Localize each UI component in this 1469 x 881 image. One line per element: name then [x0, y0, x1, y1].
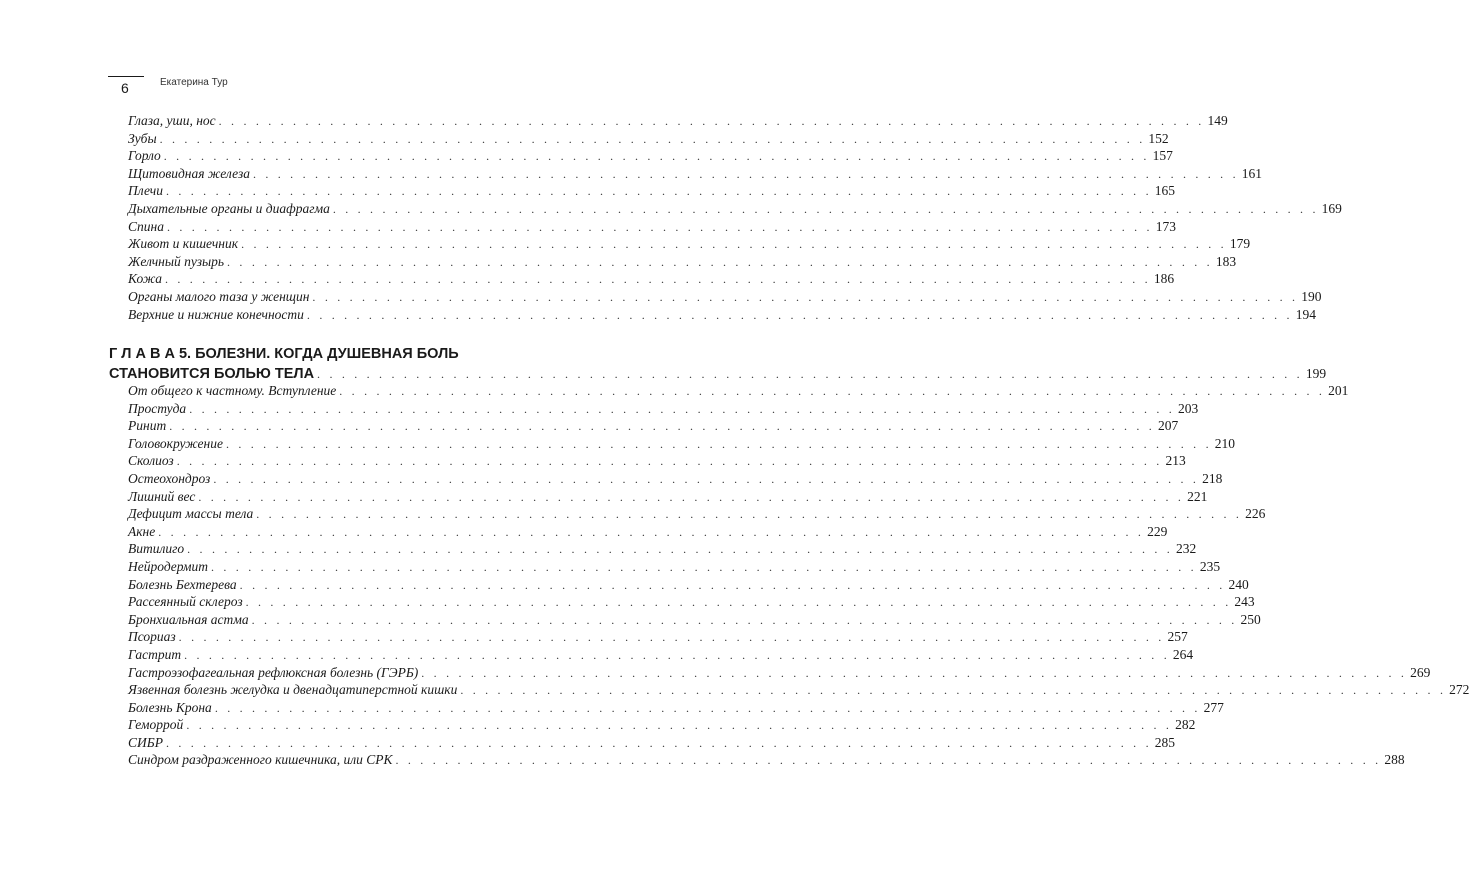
toc-entry-title: Остеохондроз	[128, 470, 211, 486]
toc-entry-page: 250	[1240, 611, 1261, 627]
leader-dots: . . . . . . . . . . . . . . . . . . . . . . . . . . . . . . . . . . . . . . . . . . . . . . . . . . . . . . . . . . . . . . . . . . . . . . . . . . . . . . . .	[189, 401, 1175, 416]
toc-entry[interactable]	[128, 418, 1179, 436]
toc-entry-title: Гастрит	[128, 646, 182, 662]
toc-entry-title: Гастроэзофагеальная рефлюксная болезнь (ГЭРБ)	[128, 664, 419, 680]
leader-dots: . . . . . . . . . . . . . . . . . . . . . . . . . . . . . . . . . . . . . . . . . . . . . . . . . . . . . . . . . . . . . . . . . . . . . . . . . . . . . . . .	[241, 237, 1227, 252]
toc-entry-page: 285	[1154, 734, 1176, 750]
leader-dots: . . . . . . . . . . . . . . . . . . . . . . . . . . . . . . . . . . . . . . . . . . . . . . . . . . . . . . . . . . . . . . . . . . . . . . . . . . . . . . . .	[339, 384, 1326, 398]
leader-dots: . . . . . . . . . . . . . . . . . . . . . . . . . . . . . . . . . . . . . . . . . . . . . . . . . . . . . . . . . . . . . . . . . . . . . . . . . . . . . . . .	[225, 436, 1212, 451]
leader-dots: . . . . . . . . . . . . . . . . . . . . . . . . . . . . . . . . . . . . . . . . . . . . . . . . . . . . . . . . . . . . . . . . . . . . . . . . . . . . . . . .	[251, 612, 1238, 627]
leader-dots: . . . . . . . . . . . . . . . . . . . . . . . . . . . . . . . . . . . . . . . . . . . . . . . . . . . . . . . . . . . . . . . . . . . . . . . . . . . . . . . .	[312, 289, 1299, 304]
toc-entry-page: 277	[1203, 699, 1224, 715]
leader-dots: . . . . . . . . . . . . . . . . . . . . . . . . . . . . . . . . . . . . . . . . . . . . . . . . . . . . . . . . . . . . . . . . . . . . . . . . . . . . . . . .	[159, 131, 1146, 146]
toc-entry-title: Горло	[128, 148, 161, 164]
leader-dots: . . . . . . . . . . . . . . . . . . . . . . . . . . . . . . . . . . . . . . . . . . . . . . . . . . . . . . . . . . . . . . . . . . . . . . . . . . . . . . . .	[165, 735, 1152, 750]
toc-entry-page: 207	[1158, 418, 1179, 434]
toc-entry-page: 269	[1410, 664, 1431, 680]
toc-entry[interactable]	[128, 236, 1251, 254]
toc-entry-page: 235	[1199, 558, 1221, 574]
toc-entry-title: Желчный пузырь	[128, 253, 225, 269]
toc-entry-page: 190	[1301, 288, 1322, 304]
toc-entry[interactable]	[128, 218, 1177, 237]
leader-dots: . . . . . . . . . . . . . . . . . . . . . . . . . . . . . . . . . . . . . . . . . . . . . . . . . . . . . . . . . . . . . . . . . . . . . . . . . . . . . . . .	[421, 665, 1408, 680]
toc-entry-title: Рассеянный склероз	[128, 594, 243, 610]
leader-dots: . . . . . . . . . . . . . . . . . . . . . . . . . . . . . . . . . . . . . . . . . . . . . . . . . . . . . . . . . . . . . . . . . . . . . . . . . . . . . . . .	[317, 367, 1303, 381]
toc-entry[interactable]	[128, 682, 1469, 700]
toc-entry[interactable]	[128, 400, 1199, 419]
toc-entry-page: 157	[1152, 148, 1173, 164]
leader-dots: . . . . . . . . . . . . . . . . . . . . . . . . . . . . . . . . . . . . . . . . . . . . . . . . . . . . . . . . . . . . . . . . . . . . . . . . . . . . . . . .	[460, 683, 1447, 698]
toc-entry[interactable]	[128, 253, 1237, 272]
toc-entry-title: Лишний вес	[128, 488, 196, 504]
leader-dots: . . . . . . . . . . . . . . . . . . . . . . . . . . . . . . . . . . . . . . . . . . . . . . . . . . . . . . . . . . . . . . . . . . . . . . . . . . . . . . . .	[186, 718, 1173, 733]
toc-entry-page: 161	[1241, 165, 1263, 181]
toc-entry[interactable]	[128, 558, 1221, 577]
toc-entry-title: Дефицит массы тела	[128, 506, 254, 522]
toc-entry-title: Зубы	[128, 130, 157, 146]
leader-dots: . . . . . . . . . . . . . . . . . . . . . . . . . . . . . . . . . . . . . . . . . . . . . . . . . . . . . . . . . . . . . . . . . . . . . . . . . . . . . . . .	[211, 559, 1197, 574]
toc-entry-page: 221	[1187, 488, 1208, 504]
toc-entry-page: 232	[1175, 541, 1197, 557]
chapter-title-line2: СТАНОВИТСЯ БОЛЬЮ ТЕЛА	[109, 366, 315, 382]
toc-entry-page: 165	[1154, 183, 1176, 199]
toc-entry-title: Головокружение	[128, 435, 223, 451]
toc-entry[interactable]	[128, 200, 1342, 219]
toc-entry-page: 264	[1172, 646, 1194, 662]
leader-dots: . . . . . . . . . . . . . . . . . . . . . . . . . . . . . . . . . . . . . . . . . . . . . . . . . . . . . . . . . . . . . . . . . . . . . . . . . . . . . . . .	[169, 419, 1156, 434]
leader-dots: . . . . . . . . . . . . . . . . . . . . . . . . . . . . . . . . . . . . . . . . . . . . . . . . . . . . . . . . . . . . . . . . . . . . . . . . . . . . . . . .	[214, 700, 1201, 715]
toc-list-section-a	[128, 113, 1342, 324]
leader-dots: . . . . . . . . . . . . . . . . . . . . . . . . . . . . . . . . . . . . . . . . . . . . . . . . . . . . . . . . . . . . . . . . . . . . . . . . . . . . . . . .	[245, 595, 1232, 610]
toc-entry-title: Сколиоз	[128, 453, 174, 469]
leader-dots: . . . . . . . . . . . . . . . . . . . . . . . . . . . . . . . . . . . . . . . . . . . . . . . . . . . . . . . . . . . . . . . . . . . . . . . . . . . . . . . .	[306, 307, 1293, 322]
toc-entry-page: 213	[1165, 453, 1186, 469]
leader-dots: . . . . . . . . . . . . . . . . . . . . . . . . . . . . . . . . . . . . . . . . . . . . . . . . . . . . . . . . . . . . . . . . . . . . . . . . . . . . . . . .	[213, 471, 1200, 486]
toc-entry-title: Кожа	[128, 271, 162, 287]
header-rule	[108, 76, 144, 77]
leader-dots: . . . . . . . . . . . . . . . . . . . . . . . . . . . . . . . . . . . . . . . . . . . . . . . . . . . . . . . . . . . . . . . . . . . . . . . . . . . . . . . .	[198, 489, 1185, 504]
toc-entry[interactable]	[128, 523, 1168, 542]
toc-entry[interactable]	[128, 383, 1349, 401]
toc-entry-title: Спина	[128, 218, 164, 234]
toc-entry-title: Органы малого таза у женщин	[128, 288, 310, 304]
toc-entry[interactable]	[128, 594, 1255, 612]
toc-entry-page: 272	[1449, 682, 1469, 698]
toc-entry[interactable]	[128, 271, 1175, 289]
toc-entry[interactable]	[128, 453, 1186, 471]
toc-entry-page: 243	[1234, 594, 1255, 610]
toc-entry-page: 152	[1148, 130, 1169, 146]
toc-entry-title: Живот и кишечник	[128, 236, 239, 252]
chapter-page-number: 199	[1305, 366, 1327, 381]
toc-entry-page: 169	[1321, 200, 1342, 216]
toc-entry-page: 210	[1214, 435, 1236, 451]
toc-entry[interactable]	[128, 183, 1176, 201]
toc-entry-title: Щитовидная железа	[128, 165, 250, 181]
toc-entry-title: Геморрой	[128, 717, 184, 733]
toc-entry[interactable]	[128, 541, 1197, 559]
toc-entry-title: Глаза, уши, нос	[128, 113, 216, 128]
toc-entry[interactable]	[128, 306, 1316, 325]
leader-dots: . . . . . . . . . . . . . . . . . . . . . . . . . . . . . . . . . . . . . . . . . . . . . . . . . . . . . . . . . . . . . . . . . . . . . . . . . . . . . . . .	[187, 542, 1173, 557]
toc-entry[interactable]	[128, 752, 1405, 770]
toc-entry-title: Дыхательные органы и диафрагма	[128, 200, 330, 216]
chapter-heading[interactable]	[109, 345, 1327, 384]
toc-entry-page: 149	[1207, 113, 1228, 128]
leader-dots: . . . . . . . . . . . . . . . . . . . . . . . . . . . . . . . . . . . . . . . . . . . . . . . . . . . . . . . . . . . . . . . . . . . . . . . . . . . . . . . .	[166, 219, 1153, 234]
toc-entry[interactable]	[128, 470, 1223, 489]
leader-dots: . . . . . . . . . . . . . . . . . . . . . . . . . . . . . . . . . . . . . . . . . . . . . . . . . . . . . . . . . . . . . . . . . . . . . . . . . . . . . . . .	[163, 149, 1150, 164]
leader-dots: . . . . . . . . . . . . . . . . . . . . . . . . . . . . . . . . . . . . . . . . . . . . . . . . . . . . . . . . . . . . . . . . . . . . . . . . . . . . . . . .	[178, 630, 1165, 645]
toc-entry-title: От общего к частному. Вступление	[128, 383, 337, 398]
toc-entry-title: Псориаз	[128, 629, 176, 645]
toc-entry-page: 218	[1202, 470, 1223, 486]
leader-dots: . . . . . . . . . . . . . . . . . . . . . . . . . . . . . . . . . . . . . . . . . . . . . . . . . . . . . . . . . . . . . . . . . . . . . . . . . . . . . . . .	[176, 454, 1163, 469]
toc-entry-page: 179	[1229, 236, 1251, 252]
toc-entry-page: 201	[1328, 383, 1349, 398]
leader-dots: . . . . . . . . . . . . . . . . . . . . . . . . . . . . . . . . . . . . . . . . . . . . . . . . . . . . . . . . . . . . . . . . . . . . . . . . . . . . . . . .	[239, 577, 1226, 592]
toc-entry[interactable]	[128, 646, 1194, 665]
leader-dots: . . . . . . . . . . . . . . . . . . . . . . . . . . . . . . . . . . . . . . . . . . . . . . . . . . . . . . . . . . . . . . . . . . . . . . . . . . . . . . . .	[184, 647, 1170, 662]
leader-dots: . . . . . . . . . . . . . . . . . . . . . . . . . . . . . . . . . . . . . . . . . . . . . . . . . . . . . . . . . . . . . . . . . . . . . . . . . . . . . . . .	[165, 272, 1151, 287]
toc-entry[interactable]	[128, 130, 1169, 149]
toc-entry-title: СИБР	[128, 734, 163, 750]
toc-entry[interactable]	[128, 664, 1431, 683]
toc-entry[interactable]	[128, 488, 1208, 507]
toc-entry[interactable]	[128, 435, 1236, 454]
leader-dots: . . . . . . . . . . . . . . . . . . . . . . . . . . . . . . . . . . . . . . . . . . . . . . . . . . . . . . . . . . . . . . . . . . . . . . . . . . . . . . . .	[218, 114, 1205, 128]
leader-dots: . . . . . . . . . . . . . . . . . . . . . . . . . . . . . . . . . . . . . . . . . . . . . . . . . . . . . . . . . . . . . . . . . . . . . . . . . . . . . . . .	[395, 753, 1382, 768]
toc-entry-page: 173	[1155, 218, 1177, 234]
toc-entry-page: 194	[1295, 306, 1316, 322]
toc-entry[interactable]	[128, 165, 1263, 184]
toc-entry-page: 257	[1167, 629, 1188, 645]
toc-entry-page: 288	[1384, 752, 1405, 768]
toc-entry-title: Плечи	[128, 183, 163, 199]
toc-entry-page: 240	[1228, 576, 1249, 592]
toc-entry-title: Бронхиальная астма	[128, 611, 249, 627]
toc-entry[interactable]	[128, 576, 1249, 595]
toc-entry-title: Верхние и нижние конечности	[128, 306, 304, 322]
leader-dots: . . . . . . . . . . . . . . . . . . . . . . . . . . . . . . . . . . . . . . . . . . . . . . . . . . . . . . . . . . . . . . . . . . . . . . . . . . . . . . . .	[165, 184, 1152, 199]
toc-entry-title: Простуда	[128, 400, 187, 416]
page-number: 6	[121, 80, 129, 96]
toc-entry[interactable]	[128, 506, 1266, 524]
leader-dots: . . . . . . . . . . . . . . . . . . . . . . . . . . . . . . . . . . . . . . . . . . . . . . . . . . . . . . . . . . . . . . . . . . . . . . . . . . . . . . . .	[252, 166, 1239, 181]
toc-entry-title: Болезнь Бехтерева	[128, 576, 237, 592]
toc-entry-page: 203	[1178, 400, 1199, 416]
toc-entry-title: Болезнь Крона	[128, 699, 212, 715]
toc-entry[interactable]	[128, 288, 1322, 307]
leader-dots: . . . . . . . . . . . . . . . . . . . . . . . . . . . . . . . . . . . . . . . . . . . . . . . . . . . . . . . . . . . . . . . . . . . . . . . . . . . . . . . .	[158, 524, 1145, 539]
chapter-title-line2-row	[109, 364, 1327, 384]
chapter-title-line1: Г Л А В А 5. БОЛЕЗНИ. КОГДА ДУШЕВНАЯ БОЛЬ	[109, 346, 459, 362]
toc-entry-page: 226	[1245, 506, 1266, 522]
toc-entry-title: Синдром раздраженного кишечника, или СРК	[128, 752, 393, 768]
leader-dots: . . . . . . . . . . . . . . . . . . . . . . . . . . . . . . . . . . . . . . . . . . . . . . . . . . . . . . . . . . . . . . . . . . . . . . . . . . . . . . . .	[332, 201, 1319, 216]
toc-entry[interactable]	[128, 734, 1176, 753]
toc-entry[interactable]	[128, 611, 1261, 630]
leader-dots: . . . . . . . . . . . . . . . . . . . . . . . . . . . . . . . . . . . . . . . . . . . . . . . . . . . . . . . . . . . . . . . . . . . . . . . . . . . . . . . .	[256, 507, 1243, 522]
toc-list-section-b	[128, 383, 1469, 770]
toc-entry-title: Язвенная болезнь желудка и двенадцатиперстной кишки	[128, 682, 458, 698]
toc-entry-page: 186	[1153, 271, 1175, 287]
toc-entry-title: Витилиго	[128, 541, 185, 557]
toc-entry[interactable]	[128, 148, 1173, 166]
toc-entry-title: Нейродермит	[128, 558, 208, 574]
toc-entry-page: 282	[1175, 717, 1196, 733]
toc-entry[interactable]	[128, 699, 1224, 718]
toc-entry[interactable]	[128, 113, 1228, 131]
toc-entry-page: 229	[1147, 523, 1168, 539]
leader-dots: . . . . . . . . . . . . . . . . . . . . . . . . . . . . . . . . . . . . . . . . . . . . . . . . . . . . . . . . . . . . . . . . . . . . . . . . . . . . . . . .	[227, 254, 1213, 269]
toc-entry[interactable]	[128, 629, 1188, 647]
toc-entry-page: 183	[1215, 253, 1237, 269]
toc-entry[interactable]	[128, 717, 1196, 735]
running-head-author: Екатерина Тур	[160, 77, 228, 88]
toc-entry-title: Ринит	[128, 418, 167, 434]
toc-entry-title: Акне	[128, 523, 156, 539]
